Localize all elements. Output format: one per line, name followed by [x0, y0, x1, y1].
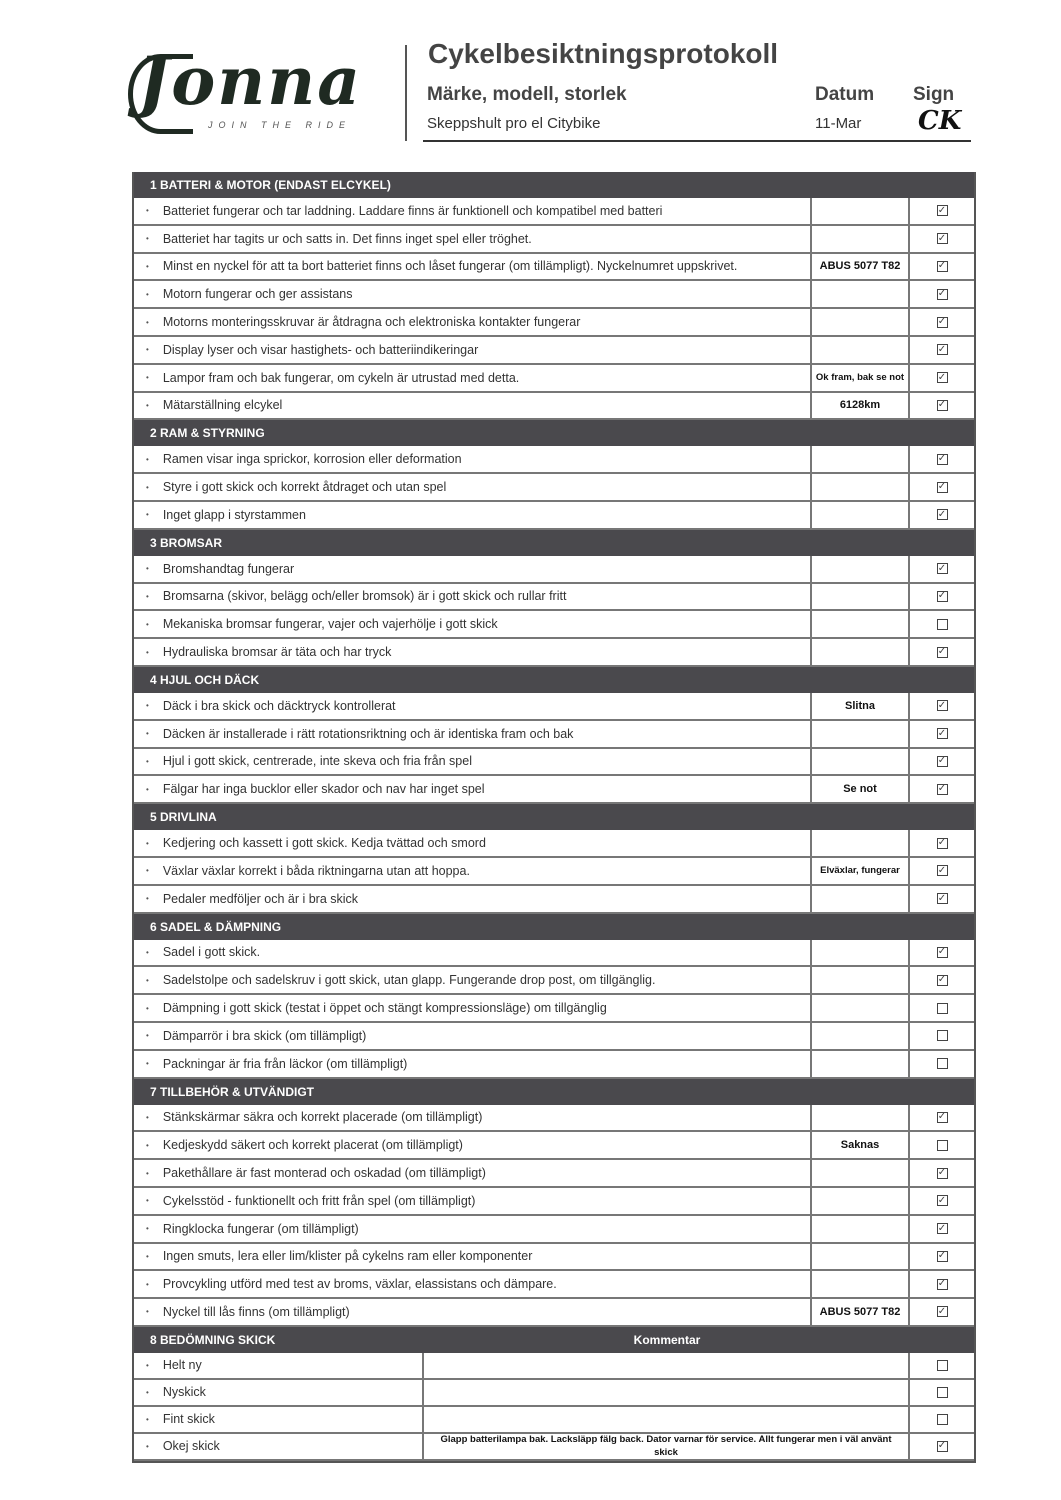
assessment-label: Fint skick [162, 1412, 215, 1427]
bullet-icon: • [146, 1224, 149, 1234]
section-header: 2 RAM & STYRNING [134, 420, 974, 446]
item-note[interactable] [812, 337, 910, 363]
item-note[interactable] [812, 1105, 910, 1131]
section-header: 3 BROMSAR [134, 530, 974, 556]
checklist-row [134, 995, 974, 1023]
item-label: Däcken är installerade i rätt rotationsriktning och är identiska fram och bak [162, 726, 574, 741]
checkbox-cell [910, 502, 974, 528]
assessment-row [134, 1407, 974, 1434]
checkbox-checked[interactable]: ✓ [937, 974, 947, 986]
checklist-row [134, 309, 974, 337]
bullet-icon: • [146, 1279, 149, 1289]
bullet-icon: • [146, 1251, 149, 1261]
item-label: Ramen visar inga sprickor, korrosion eller deformation [162, 452, 462, 467]
checklist-row [134, 830, 974, 858]
bullet-icon: • [146, 1196, 149, 1206]
assessment-row [134, 1380, 974, 1407]
checkbox-cell [910, 584, 974, 610]
checklist-row [134, 1188, 974, 1216]
checkbox-unchecked[interactable] [937, 1058, 948, 1069]
checklist-row [134, 1299, 974, 1327]
item-label: Dämparrör i bra skick (om tillämpligt) [162, 1028, 367, 1043]
item-label: Bromshandtag fungerar [162, 561, 295, 576]
item-text-cell [134, 254, 812, 280]
item-note[interactable] [812, 1188, 910, 1214]
assessment-row [134, 1434, 974, 1461]
checkbox-checked[interactable]: ✓ [937, 562, 947, 574]
checkbox-cell [910, 830, 974, 856]
checkbox-cell [910, 1353, 974, 1378]
item-note[interactable] [812, 995, 910, 1021]
item-text-cell [134, 393, 812, 419]
checkbox-cell [910, 1023, 974, 1049]
checkbox-cell [910, 1051, 974, 1077]
checkbox-cell [910, 1244, 974, 1270]
sign-label: Sign [913, 84, 955, 105]
item-label: Nyckel till lås finns (om tillämpligt) [162, 1304, 350, 1319]
item-label: Däck i bra skick och däcktryck kontrollerat [162, 698, 396, 713]
bullet-icon: • [146, 1307, 149, 1317]
checklist-row [134, 749, 974, 777]
item-note[interactable] [812, 198, 910, 224]
assessment-label: Okej skick [162, 1439, 220, 1454]
checklist-row [134, 1271, 974, 1299]
bullet-icon: • [146, 838, 149, 848]
checklist-row [134, 226, 974, 254]
item-label: Lampor fram och bak fungerar, om cykeln är utrustad med detta. [162, 370, 520, 385]
checklist-row [134, 967, 974, 995]
item-label: Hjul i gott skick, centrerade, inte skeva och fria från spel [162, 754, 472, 769]
item-label: Batteriet fungerar och tar laddning. Laddare finns är funktionell och kompatibel med batteri [162, 203, 663, 218]
checkbox-cell [910, 995, 974, 1021]
item-note[interactable] [812, 1160, 910, 1186]
item-text-cell [134, 1160, 812, 1186]
item-text-cell [134, 776, 812, 802]
checkbox-cell [910, 365, 974, 391]
checkbox-cell [910, 281, 974, 307]
item-label: Motorns monteringsskruvar är åtdragna och elektroniska kontakter fungerar [162, 315, 581, 330]
item-text-cell [134, 721, 812, 747]
checklist-row [134, 393, 974, 421]
item-note[interactable]: Elväxlar, fungerar [812, 858, 910, 884]
checkbox-cell [910, 1407, 974, 1432]
item-label: Ingen smuts, lera eller lim/klister på cykelns ram eller komponenter [162, 1249, 533, 1264]
item-note[interactable] [812, 584, 910, 610]
item-note[interactable] [812, 1244, 910, 1270]
bullet-icon: • [146, 866, 149, 876]
checklist-row [134, 693, 974, 721]
checkbox-checked[interactable]: ✓ [937, 864, 947, 876]
checklist-row [134, 1216, 974, 1244]
item-note[interactable]: Saknas [812, 1132, 910, 1158]
item-note[interactable] [812, 611, 910, 637]
checkbox-checked[interactable]: ✓ [937, 481, 947, 493]
bullet-icon: • [146, 1387, 149, 1397]
bullet-icon: • [146, 784, 149, 794]
bullet-icon: • [146, 317, 149, 327]
checkbox-unchecked[interactable] [937, 1030, 948, 1041]
checkbox-cell [910, 393, 974, 419]
item-text-cell [134, 337, 812, 363]
checkbox-cell [910, 1434, 974, 1459]
checklist-row [134, 1023, 974, 1051]
checkbox-checked[interactable]: ✓ [937, 1194, 947, 1206]
bullet-icon: • [146, 647, 149, 657]
checklist-row [134, 365, 974, 393]
checkbox-checked[interactable]: ✓ [937, 783, 947, 795]
item-label: Packningar är fria från läckor (om tillämpligt) [162, 1056, 408, 1071]
checkbox-checked[interactable]: ✓ [937, 1222, 947, 1234]
item-label: Styre i gott skick och korrekt åtdraget och utan spel [162, 480, 447, 495]
checkbox-checked[interactable]: ✓ [937, 1440, 947, 1452]
assessment-comment[interactable] [424, 1353, 910, 1378]
checkbox-cell [910, 749, 974, 775]
item-text-cell [134, 1271, 812, 1297]
checklist-row [134, 198, 974, 226]
checkbox-cell [910, 198, 974, 224]
bullet-icon: • [146, 400, 149, 410]
checkbox-cell [910, 776, 974, 802]
checklist-row [134, 556, 974, 584]
inspection-checklist [132, 172, 976, 1463]
item-text-cell [134, 886, 812, 912]
checkbox-cell [910, 721, 974, 747]
bullet-icon: • [146, 261, 149, 271]
checkbox-checked[interactable]: ✓ [937, 1167, 947, 1178]
assessment-text-cell [134, 1380, 424, 1405]
item-text-cell [134, 584, 812, 610]
checklist-row [134, 776, 974, 804]
checkbox-checked[interactable]: ✓ [937, 892, 947, 904]
checkbox-cell [910, 226, 974, 252]
checklist-row [134, 858, 974, 886]
item-text-cell [134, 1132, 812, 1158]
bullet-icon: • [146, 619, 149, 629]
item-label: Ringklocka fungerar (om tillämpligt) [162, 1221, 359, 1236]
checkbox-cell [910, 446, 974, 472]
checkbox-cell [910, 1160, 974, 1186]
bullet-icon: • [146, 1414, 149, 1424]
bullet-icon: • [146, 1003, 149, 1013]
item-text-cell [134, 474, 812, 500]
bullet-icon: • [146, 1140, 149, 1150]
item-label: Pedaler medföljer och är i bra skick [162, 891, 359, 906]
checklist-row [134, 1051, 974, 1079]
bullet-icon: • [146, 1112, 149, 1122]
checklist-row [134, 337, 974, 365]
checklist-row [134, 639, 974, 667]
assessment-text-cell [134, 1434, 424, 1459]
header-rule [423, 140, 971, 142]
item-note[interactable] [812, 474, 910, 500]
checkbox-cell [910, 886, 974, 912]
item-text-cell [134, 995, 812, 1021]
checkbox-cell [910, 1299, 974, 1325]
checkbox-cell [910, 1132, 974, 1158]
checkbox-cell [910, 556, 974, 582]
item-label: Mekaniska bromsar fungerar, vajer och vajerhölje i gott skick [162, 617, 498, 632]
checklist-row [134, 1105, 974, 1133]
item-note[interactable] [812, 1216, 910, 1242]
bullet-icon: • [146, 454, 149, 464]
checkbox-checked[interactable]: ✓ [937, 699, 947, 711]
item-note[interactable]: Se not [812, 776, 910, 802]
item-note[interactable] [812, 1051, 910, 1077]
checkbox-cell [910, 1105, 974, 1131]
checkbox-checked[interactable]: ✓ [937, 1305, 947, 1317]
section-header: 1 BATTERI & MOTOR (ENDAST ELCYKEL) [134, 172, 974, 198]
checkbox-checked[interactable]: ✓ [937, 232, 947, 244]
assessment-comment[interactable]: Glapp batterilampa bak. Lacksläpp fälg back. Dator varnar för service. Allt fungerar men i väl använt skick [424, 1434, 910, 1459]
item-note[interactable] [812, 446, 910, 472]
checkbox-checked[interactable]: ✓ [937, 590, 947, 602]
item-note[interactable]: ABUS 5077 T82 [812, 1299, 910, 1325]
item-text-cell [134, 1188, 812, 1214]
checkbox-checked[interactable]: ✓ [937, 727, 947, 739]
assessment-comment[interactable] [424, 1407, 910, 1432]
checkbox-unchecked[interactable] [937, 619, 948, 630]
item-note[interactable] [812, 502, 910, 528]
assessment-label: Nyskick [162, 1385, 206, 1400]
logo-wordmark: Jonna [138, 42, 362, 120]
item-text-cell [134, 639, 812, 665]
bullet-icon: • [146, 1168, 149, 1178]
checkbox-cell [910, 611, 974, 637]
checklist-row [134, 474, 974, 502]
brand-logo [128, 42, 388, 142]
bullet-icon: • [146, 206, 149, 216]
item-label: Minst en nyckel för att ta bort batteriet finns och låset fungerar (om tillämpligt). Nyckelnumret uppskrivet. [162, 259, 738, 274]
item-label: Sadelstolpe och sadelskruv i gott skick, utan glapp. Fungerande drop post, om tillgänglig. [162, 973, 656, 988]
checkbox-checked[interactable]: ✓ [937, 1111, 947, 1123]
checkbox-checked[interactable]: ✓ [937, 343, 947, 355]
checkbox-checked[interactable]: ✓ [937, 755, 947, 767]
checkbox-cell [910, 1380, 974, 1405]
item-text-cell [134, 281, 812, 307]
logo-tagline: JOIN THE RIDE [208, 120, 352, 130]
bullet-icon: • [146, 1031, 149, 1041]
item-label: Inget glapp i styrstammen [162, 507, 306, 522]
section-header: 6 SADEL & DÄMPNING [134, 914, 974, 940]
item-text-cell [134, 940, 812, 966]
bullet-icon: • [146, 289, 149, 299]
item-note[interactable] [812, 749, 910, 775]
checklist-row [134, 446, 974, 474]
checklist-row [134, 1132, 974, 1160]
checkbox-checked[interactable]: ✓ [937, 316, 947, 328]
checklist-row [134, 502, 974, 530]
checklist-row [134, 1244, 974, 1272]
item-note[interactable]: Ok fram, bak se not [812, 365, 910, 391]
item-label: Cykelsstöd - funktionellt och fritt från spel (om tillämpligt) [162, 1193, 476, 1208]
item-note[interactable] [812, 967, 910, 993]
bullet-icon: • [146, 701, 149, 711]
item-label: Hydrauliska bromsar är täta och har tryck [162, 645, 392, 660]
signature: CK [918, 106, 962, 136]
item-note[interactable] [812, 830, 910, 856]
bullet-icon: • [146, 1360, 149, 1370]
item-label: Fälgar har inga bucklor eller skador och nav har inget spel [162, 782, 485, 797]
item-text-cell [134, 446, 812, 472]
checkbox-cell [910, 940, 974, 966]
item-text-cell [134, 1051, 812, 1077]
assessment-text-cell [134, 1353, 424, 1378]
checkbox-checked[interactable]: ✓ [937, 646, 947, 658]
bullet-icon: • [146, 756, 149, 766]
item-note[interactable] [812, 1271, 910, 1297]
model-label: Märke, modell, storlek [427, 84, 627, 105]
checkbox-checked[interactable]: ✓ [937, 1250, 947, 1262]
checkbox-checked[interactable]: ✓ [937, 288, 947, 300]
checkbox-checked[interactable]: ✓ [937, 260, 947, 272]
checkbox-checked[interactable]: ✓ [937, 204, 947, 216]
checkbox-checked[interactable]: ✓ [937, 1278, 947, 1290]
bullet-icon: • [146, 510, 149, 520]
checkbox-unchecked[interactable] [937, 1003, 948, 1014]
bullet-icon: • [146, 947, 149, 957]
assessment-row [134, 1353, 974, 1380]
checklist-row [134, 584, 974, 612]
item-label: Kedjering och kassett i gott skick. Kedja tvättad och smord [162, 836, 486, 851]
bullet-icon: • [146, 482, 149, 492]
checkbox-cell [910, 474, 974, 500]
item-text-cell [134, 309, 812, 335]
checkbox-cell [910, 254, 974, 280]
checkbox-checked[interactable]: ✓ [937, 371, 947, 383]
checkbox-checked[interactable]: ✓ [937, 946, 947, 958]
date-label: Datum [815, 84, 875, 105]
checkbox-cell [910, 309, 974, 335]
item-label: Kedjeskydd säkert och korrekt placerat (om tillämpligt) [162, 1138, 463, 1153]
item-text-cell [134, 1023, 812, 1049]
checkbox-cell [910, 1271, 974, 1297]
checkbox-checked[interactable]: ✓ [937, 453, 947, 465]
item-label: Stänkskärmar säkra och korrekt placerade (om tillämpligt) [162, 1110, 483, 1125]
item-label: Växlar växlar korrekt i båda riktningarna utan att hoppa. [162, 863, 470, 878]
checkbox-unchecked[interactable] [937, 1387, 948, 1398]
item-text-cell [134, 226, 812, 252]
item-label: Provcykling utförd med test av broms, växlar, elassistans och dämpare. [162, 1277, 557, 1292]
checklist-row [134, 1160, 974, 1188]
item-text-cell [134, 858, 812, 884]
bullet-icon: • [146, 1059, 149, 1069]
checkbox-unchecked[interactable] [937, 1360, 948, 1371]
checkbox-unchecked[interactable] [937, 1140, 948, 1151]
assessment-label: Helt ny [162, 1358, 202, 1373]
item-note[interactable] [812, 1023, 910, 1049]
item-text-cell [134, 1244, 812, 1270]
item-text-cell [134, 830, 812, 856]
item-note[interactable]: Slitna [812, 693, 910, 719]
item-text-cell [134, 1299, 812, 1325]
section-header: 5 DRIVLINA [134, 804, 974, 830]
assessment-comment[interactable] [424, 1380, 910, 1405]
comment-column-header: Kommentar [633, 1332, 701, 1347]
item-text-cell [134, 1216, 812, 1242]
item-text-cell [134, 365, 812, 391]
checkbox-cell [910, 1188, 974, 1214]
checklist-row [134, 281, 974, 309]
item-note[interactable] [812, 556, 910, 582]
section-header: 7 TILLBEHÖR & UTVÄNDIGT [134, 1079, 974, 1105]
assessment-header [134, 1327, 974, 1353]
assessment-text-cell [134, 1407, 424, 1432]
item-label: Dämpning i gott skick (testat i öppet och stängt kompressionsläge) om tillgänglig [162, 1001, 607, 1016]
checkbox-cell [910, 337, 974, 363]
item-text-cell [134, 611, 812, 637]
bullet-icon: • [146, 373, 149, 383]
checkbox-cell [910, 639, 974, 665]
checklist-row [134, 721, 974, 749]
item-text-cell [134, 749, 812, 775]
checklist-row [134, 940, 974, 968]
item-text-cell [134, 693, 812, 719]
item-text-cell [134, 502, 812, 528]
item-text-cell [134, 967, 812, 993]
item-note[interactable] [812, 886, 910, 912]
bullet-icon: • [146, 975, 149, 985]
checkbox-checked[interactable]: ✓ [937, 508, 947, 520]
item-label: Mätarställning elcykel [162, 398, 283, 413]
item-label: Bromsarna (skivor, belägg och/eller bromsok) är i gott skick och rullar fritt [162, 589, 567, 604]
assessment-title: 8 BEDÖMNING SKICK [150, 1332, 276, 1347]
item-note[interactable] [812, 309, 910, 335]
item-note[interactable] [812, 226, 910, 252]
item-note[interactable] [812, 721, 910, 747]
item-label: Display lyser och visar hastighets- och batteriindikeringar [162, 342, 479, 357]
item-text-cell [134, 556, 812, 582]
bullet-icon: • [146, 729, 149, 739]
model-value: Skeppshult pro el Citybike [427, 115, 601, 132]
item-note[interactable]: ABUS 5077 T82 [812, 254, 910, 280]
bullet-icon: • [146, 894, 149, 904]
item-text-cell [134, 198, 812, 224]
checklist-row [134, 611, 974, 639]
item-label: Batteriet har tagits ur och satts in. Det finns inget spel eller tröghet. [162, 231, 532, 246]
item-label: Pakethållare är fast monterad och oskadad (om tillämpligt) [162, 1166, 486, 1180]
item-note[interactable] [812, 639, 910, 665]
bullet-icon: • [146, 345, 149, 355]
checkbox-cell [910, 693, 974, 719]
page-title: Cykelbesiktningsprotokoll [428, 38, 779, 69]
checkbox-unchecked[interactable] [937, 1414, 948, 1425]
checkbox-checked[interactable]: ✓ [937, 399, 947, 411]
item-text-cell [134, 1105, 812, 1131]
date-value: 11-Mar [815, 115, 862, 132]
bullet-icon: • [146, 591, 149, 601]
item-note[interactable] [812, 281, 910, 307]
section-header: 4 HJUL OCH DÄCK [134, 667, 974, 693]
item-label: Motorn fungerar och ger assistans [162, 287, 353, 302]
checklist-row [134, 886, 974, 914]
item-note[interactable]: 6128km [812, 393, 910, 419]
header-divider [405, 45, 407, 141]
checkbox-cell [910, 967, 974, 993]
bullet-icon: • [146, 234, 149, 244]
checkbox-cell [910, 1216, 974, 1242]
item-label: Sadel i gott skick. [162, 945, 261, 960]
bullet-icon: • [146, 564, 149, 574]
checkbox-cell [910, 858, 974, 884]
checkbox-checked[interactable]: ✓ [937, 837, 947, 849]
bullet-icon: • [146, 1441, 149, 1451]
checklist-row [134, 254, 974, 282]
item-note[interactable] [812, 940, 910, 966]
